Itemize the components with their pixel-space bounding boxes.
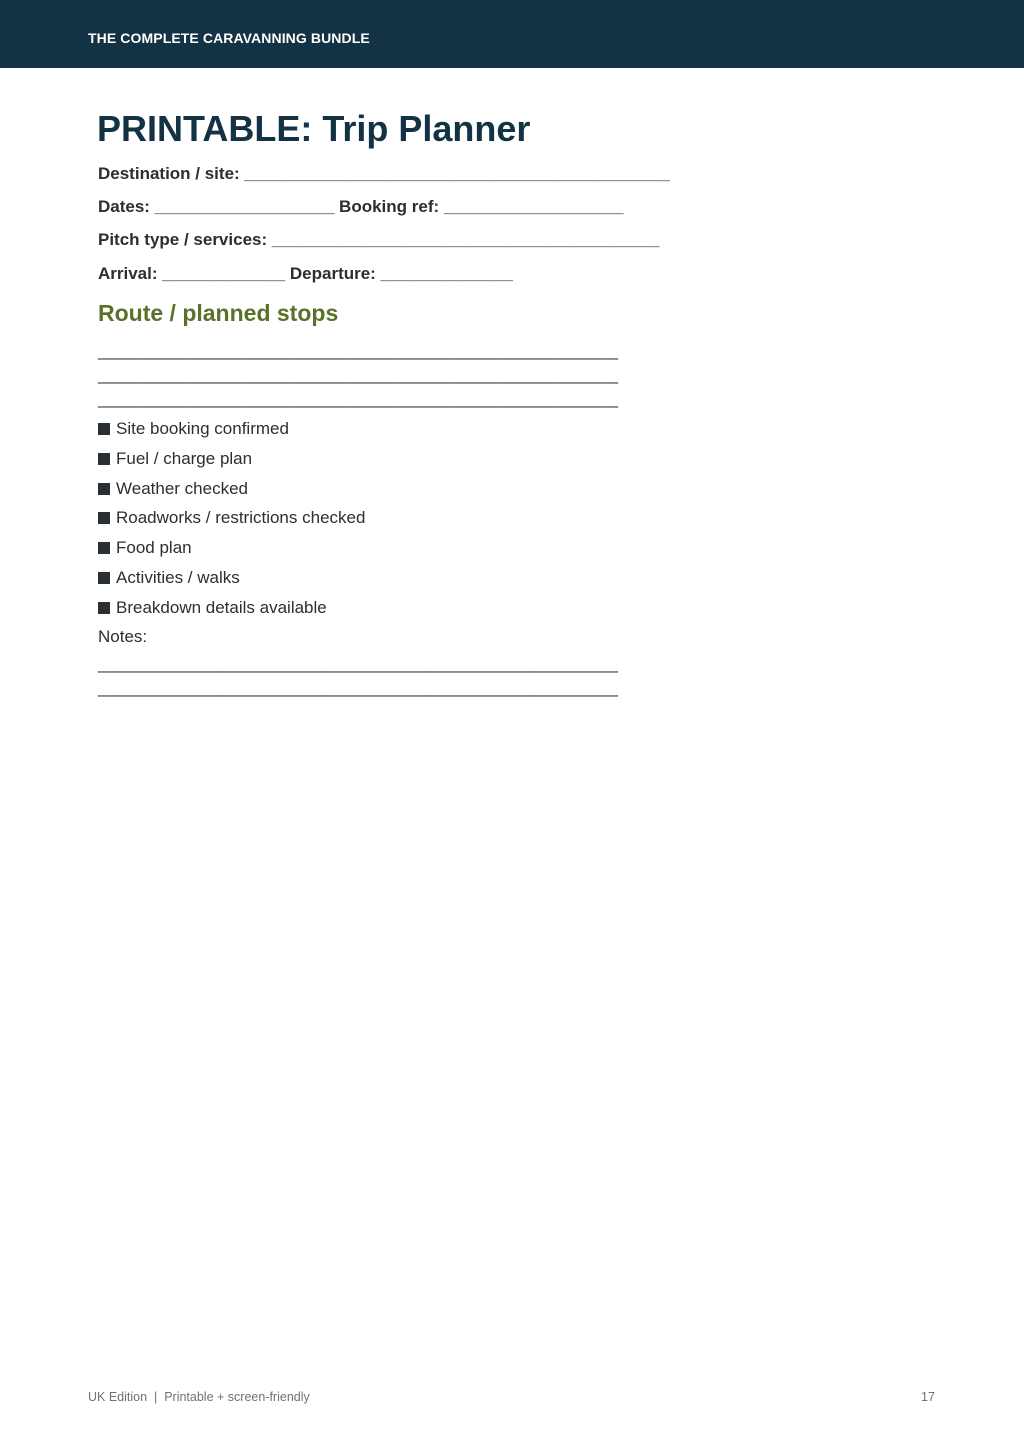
checkbox-icon (98, 423, 110, 435)
notes-line: _______________________________________________________ (98, 654, 619, 673)
dates-booking-field: Dates: ___________________ Booking ref: ___________________ (98, 197, 624, 216)
checkbox-icon (98, 512, 110, 524)
checklist-item (98, 448, 365, 478)
route-heading: Route / planned stops (98, 300, 339, 326)
checklist-item (98, 418, 365, 448)
checkbox-icon (98, 483, 110, 495)
checklist-item (98, 507, 365, 537)
checklist-item (98, 597, 365, 627)
checklist-item-label: Site booking confirmed (116, 419, 289, 438)
notes-label: Notes: (98, 627, 148, 646)
destination-field: Destination / site: _____________________________________________ (98, 164, 670, 183)
checklist-item-label: Activities / walks (116, 567, 240, 587)
footer-edition: UK Edition | Printable + screen-friendly (88, 1390, 310, 1404)
banner-title: THE COMPLETE CARAVANNING BUNDLE (88, 30, 370, 46)
checklist-item (98, 478, 365, 508)
top-banner (0, 0, 1024, 68)
arrival-departure-field: Arrival: _____________ Departure: ______________ (98, 264, 513, 283)
checklist-item-label: Roadworks / restrictions checked (116, 508, 366, 528)
pitch-services-field: Pitch type / services: _________________________________________ (98, 230, 660, 249)
trip-checklist (98, 418, 365, 627)
route-line: _______________________________________________________ (98, 389, 619, 408)
checklist-item (98, 537, 365, 567)
checkbox-icon (98, 602, 110, 614)
route-line: _______________________________________________________ (98, 365, 619, 384)
checkbox-icon (98, 572, 110, 584)
checklist-item (98, 567, 365, 597)
footer-page-number: 17 (921, 1390, 935, 1404)
page-title: PRINTABLE: Trip Planner (97, 108, 531, 149)
checklist-item-label: Fuel / charge plan (116, 448, 253, 468)
checkbox-icon (98, 453, 110, 465)
checklist-item-label: Food plan (116, 538, 192, 558)
route-line: _______________________________________________________ (98, 341, 619, 360)
notes-line: _______________________________________________________ (98, 678, 619, 697)
checklist-item-label: Breakdown details available (116, 597, 327, 617)
checkbox-icon (98, 542, 110, 554)
checklist-item-label: Weather checked (116, 478, 248, 498)
